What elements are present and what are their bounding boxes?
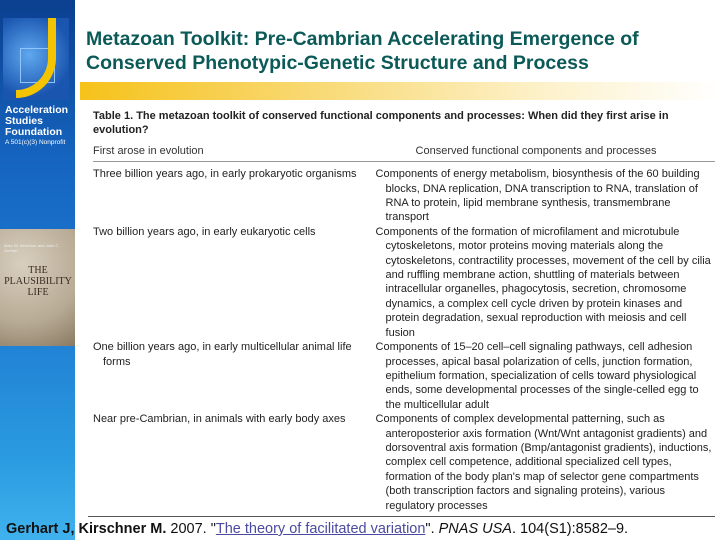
slide-title: Metazoan Toolkit: Pre-Cambrian Accelerating Emergence of Conserved Phenotypic-Genetic Structure and Process (86, 28, 639, 74)
table-header (93, 144, 715, 162)
org-subtitle: A 501(c)(3) Nonprofit (5, 139, 66, 146)
book-title-line: PLAUSIBILITY (4, 276, 72, 287)
toolkit-table (93, 109, 715, 513)
table-row (93, 225, 715, 340)
citation-journal: PNAS USA (438, 521, 512, 537)
org-name-line: Foundation (5, 126, 63, 138)
org-name (5, 105, 68, 138)
cell-when: Three billion years ago, in early prokaryotic organisms (93, 168, 357, 181)
sidebar (0, 0, 75, 540)
cell-when: Two billion years ago, in early eukaryotic cells (93, 225, 316, 238)
table-row (93, 167, 715, 225)
cell-what: Components of energy metabolism, biosynthesis of the 60 building blocks, DNA replication, DNA transcription to RNA, translation of RNA to protein, lipid membrane synthesis, transmembrane transport (375, 168, 700, 224)
table-row (93, 412, 715, 513)
cell-what: Components of 15–20 cell–cell signaling pathways, cell adhesion processes, apical basal polarization of cells, junction formation, epithelium formation, specialization of cells toward physiological ends, some developmental processes of the single-celled egg to the multicellular adult (375, 341, 699, 411)
citation-authors: Gerhart J, Kirschner M. (6, 521, 167, 537)
cell-when: One billion years ago, in early multicellular animal life forms (93, 341, 352, 368)
table-caption: Table 1. The metazoan toolkit of conserved functional components and processes: When did they first arise in evolution? (93, 110, 669, 137)
org-name-line: Studies (5, 115, 43, 127)
book-authors: Marc W. Kirschner and John C. Gerhart (4, 243, 60, 253)
org-name-line: Acceleration (5, 104, 69, 116)
cell-when: Near pre-Cambrian, in animals with early body axes (93, 413, 346, 426)
citation (6, 521, 628, 537)
citation-year: 2007. " (166, 521, 216, 537)
book-title (2, 265, 74, 298)
column-header-what: Conserved functional components and processes (415, 144, 657, 157)
citation-volume: . 104(S1):8582–9. (511, 521, 629, 537)
accent-bar (80, 82, 720, 100)
book-cover-image (0, 229, 75, 346)
logo-swoosh (16, 18, 56, 98)
citation-after-link: ". (425, 521, 439, 537)
cell-what: Components of the formation of microfilament and microtubule cytoskeletons, motor proteins moving materials along the cytoskeletons, contractility processes, movement of the cell by cilia and ruffling membrane action, shuttling of materials between intracellular organelles, phagocytosis, secretion, chromosome dynamics, a complex cell cycle driven by protein kinases and protein degradation, sexual reproduction with meiosis and cell fusion (375, 225, 711, 339)
book-title-line: THE (28, 265, 48, 276)
column-header-when: First arose in evolution (93, 144, 204, 157)
table-row (93, 340, 715, 412)
table-bottom-rule (88, 516, 715, 517)
book-title-line: LIFE (27, 287, 49, 298)
foundation-logo (3, 18, 69, 100)
citation-link[interactable]: The theory of facilitated variation (215, 521, 426, 537)
cell-what: Components of complex developmental patterning, such as anteroposterior axis formation (Wnt/Wnt antagonist gradients) and dorsoventral axis formation (Bmp/antagonist gradients), inductions, complex cell competence, additional specialized cell types, formation of the body plan's map of selector gene compartments (both transcription factors and signaling proteins), various regulatory processes (375, 413, 712, 512)
